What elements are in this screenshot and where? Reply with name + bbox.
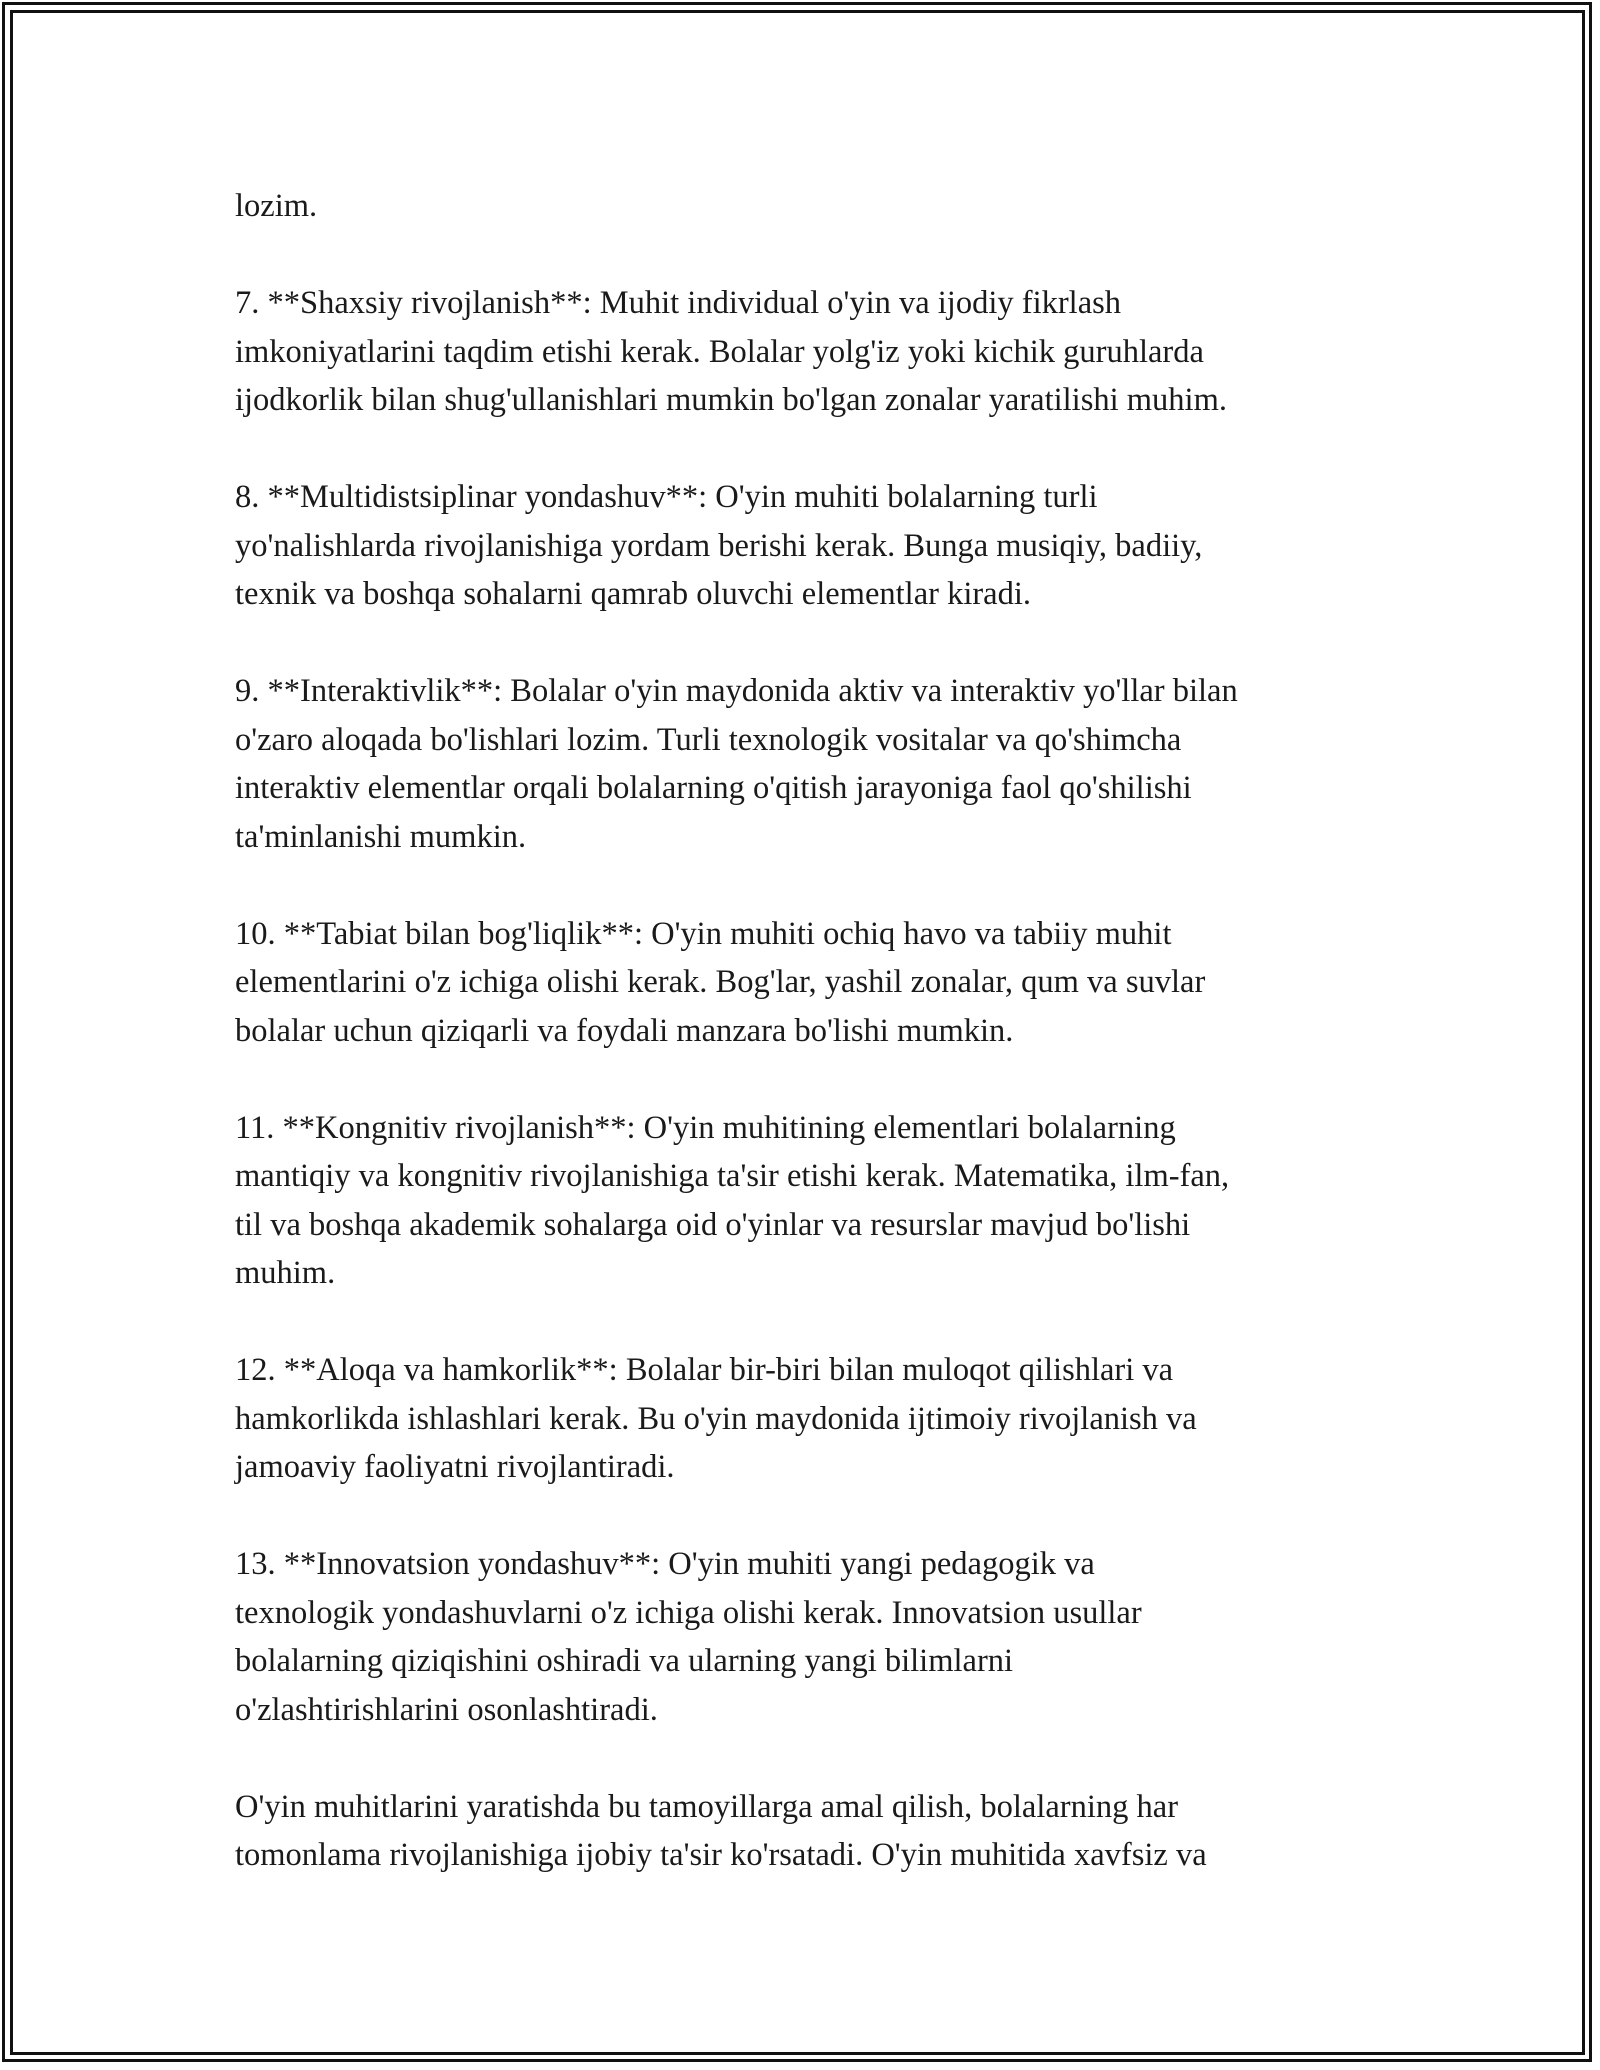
text-line: ta'minlanishi mumkin. — [235, 818, 527, 855]
paragraph-item-10 — [235, 910, 1385, 1056]
paragraph-item-12 — [235, 1346, 1385, 1492]
paragraph-item-9 — [235, 667, 1385, 861]
text-line: yo'nalishlarda rivojlanishiga yordam berishi kerak. Bunga musiqiy, badiiy, — [235, 527, 1203, 564]
paragraph-item-13 — [235, 1540, 1385, 1734]
text-line: 8. **Multidistsiplinar yondashuv**: O'yin muhiti bolalarning turli — [235, 479, 1098, 515]
text-line: jamoaviy faoliyatni rivojlantiradi. — [235, 1449, 675, 1485]
text-line: til va boshqa akademik sohalarga oid o'yinlar va resurslar mavjud bo'lishi — [235, 1206, 1191, 1243]
text-line: 9. **Interaktivlik**: Bolalar o'yin maydonida aktiv va interaktiv yo'llar bilan — [235, 673, 1238, 709]
text-line: bolalarning qiziqishini oshiradi va ularning yangi bilimlarni — [235, 1643, 1014, 1679]
paragraph-item-11 — [235, 1104, 1385, 1298]
text-line: 13. **Innovatsion yondashuv**: O'yin muhiti yangi pedagogik va — [235, 1546, 1095, 1582]
text-line: 7. **Shaxsiy rivojlanish**: Muhit individual o'yin va ijodiy fikrlash — [235, 285, 1122, 321]
paragraph-item-7 — [235, 279, 1385, 425]
document-body — [235, 182, 1385, 1928]
text-line: O'yin muhitlarini yaratishda bu tamoyillarga amal qilish, bolalarning har — [235, 1788, 1179, 1825]
paragraph-item-8 — [235, 473, 1385, 619]
text-line: hamkorlikda ishlashlari kerak. Bu o'yin maydonida ijtimoiy rivojlanish va — [235, 1400, 1197, 1437]
text-line: 12. **Aloqa va hamkorlik**: Bolalar bir-biri bilan muloqot qilishlari va — [235, 1352, 1174, 1388]
text-line: 11. **Kongnitiv rivojlanish**: O'yin muhitining elementlari bolalarning — [235, 1109, 1176, 1146]
text-line: interaktiv elementlar orqali bolalarning o'qitish jarayoniga faol qo'shilishi — [235, 770, 1192, 806]
text-line: elementlarini o'z ichiga olishi kerak. Bog'lar, yashil zonalar, qum va suvlar — [235, 964, 1206, 1000]
text-line: imkoniyatlarini taqdim etishi kerak. Bolalar yolg'iz yoki kichik guruhlarda — [235, 333, 1204, 370]
paragraph-continuation — [235, 182, 1385, 231]
text-line: bolalar uchun qiziqarli va foydali manzara bo'lishi mumkin. — [235, 1012, 1014, 1049]
text-line: ijodkorlik bilan shug'ullanishlari mumkin bo'lgan zonalar yaratilishi muhim. — [235, 382, 1227, 418]
paragraph-conclusion — [235, 1783, 1385, 1880]
text-line: tomonlama rivojlanishiga ijobiy ta'sir ko'rsatadi. O'yin muhitida xavfsiz va — [235, 1837, 1207, 1873]
text-line: texnik va boshqa sohalarni qamrab oluvchi elementlar kiradi. — [235, 576, 1031, 612]
text-line: lozim. — [235, 188, 318, 224]
text-line: o'zaro aloqada bo'lishlari lozim. Turli texnologik vositalar va qo'shimcha — [235, 721, 1182, 758]
text-line: mantiqiy va kongnitiv rivojlanishiga ta'sir etishi kerak. Matematika, ilm-fan, — [235, 1158, 1230, 1194]
text-line: texnologik yondashuvlarni o'z ichiga olishi kerak. Innovatsion usullar — [235, 1594, 1142, 1631]
text-line: muhim. — [235, 1255, 336, 1291]
text-line: 10. **Tabiat bilan bog'liqlik**: O'yin muhiti ochiq havo va tabiiy muhit — [235, 915, 1172, 952]
text-line: o'zlashtirishlarini osonlashtiradi. — [235, 1691, 658, 1728]
